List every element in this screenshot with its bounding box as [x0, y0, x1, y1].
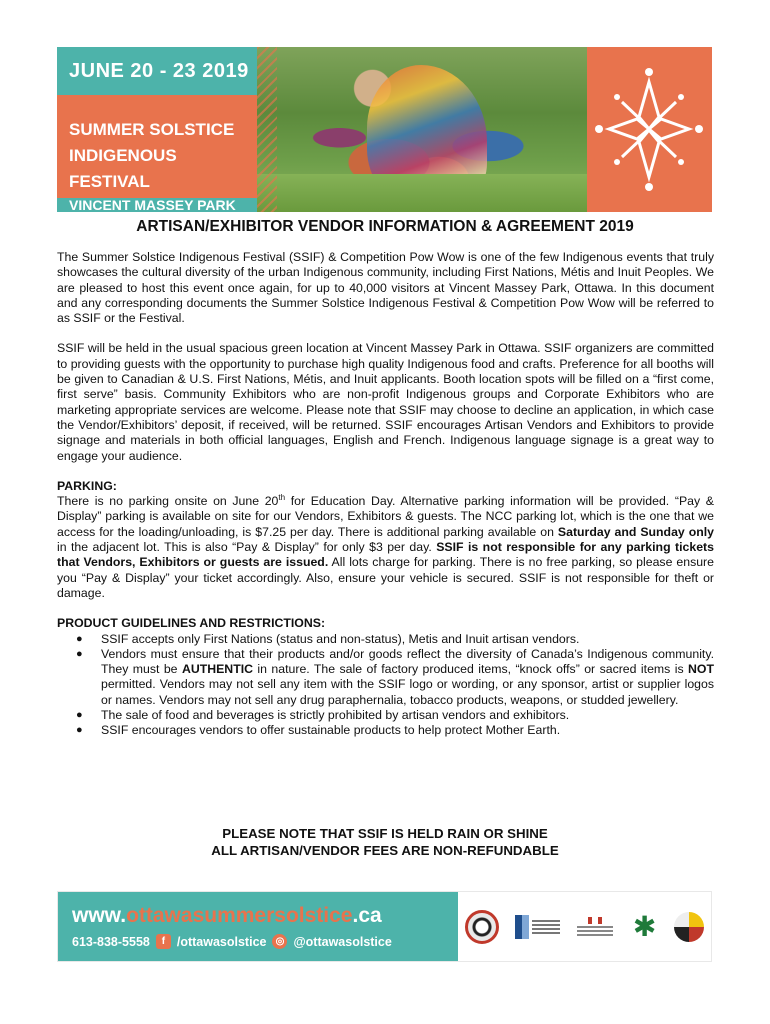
product-heading: PRODUCT GUIDELINES AND RESTRICTIONS: [57, 616, 326, 631]
list-item [57, 632, 714, 647]
banner-title [57, 95, 257, 198]
star-flower-icon [587, 47, 712, 212]
canada-logo-icon [575, 914, 615, 940]
contact-row [72, 934, 392, 949]
parking-bold-2: SSIF is not responsible for any parking tickets that Vendors, Exhibitors or guests are issued. [57, 540, 714, 570]
instagram-icon: ◎ [272, 934, 287, 949]
notice-line-1: PLEASE NOTE THAT SSIF IS HELD RAIN OR SHINE [222, 826, 548, 841]
location-paragraph: SSIF will be held in the usual spacious green location at Vincent Massey Park in Ottawa. SSIF organizers are committed to providing guests with the opportunity to purchase high quality Indigenous food and crafts. Preference for all booths will be given to Canadian & U.S. First Nations, Métis, and Inuit applicants. Booth location spots will be filled on a “first come, first serve” basis. Community Exhibitors who are non-profit Indigenous groups and Corporate Exhibitors who are marketing appropriate services are welcome. Please note that SSIF may choose to decline an application, in which case the Vendor/Exhibitors’ deposit, if received, will be returned. SSIF encourages Artisan Vendors and Exhibitors to provide signage and materials in both official languages, English and French. Indigenous language signage is a great way to engage your audience. [57, 341, 714, 463]
bullet-icon: ● [76, 647, 83, 660]
star-logo-icon: ✱ [632, 910, 657, 942]
parking-text-1: There is no parking onsite on June 20 [57, 494, 279, 509]
banner-title-line2: INDIGENOUS FESTIVAL [69, 146, 177, 191]
list-item [57, 723, 714, 738]
intro-paragraph: The Summer Solstice Indigenous Festival (SSIF) & Competition Pow Wow is one of the few Indigenous events that truly showcases the cultural diversity of the urban Indigenous community, including First Nations, Métis and Inuit Peoples. We are pleased to host this event once again, for up to 40,000 visitors at Vincent Massey Park, Ottawa. In this document and any corresponding documents the Summer Solstice Indigenous Festival & Competition Pow Wow will be referred to as SSIF or the Festival. [57, 250, 714, 326]
feather-logo-icon [674, 912, 704, 942]
product-item-2-text-3: permitted. Vendors may not sell any item with the SSIF logo or wording, or any sponsor, artist or supplier logos or names. Vendors may not sell any drug paraphernalia, tobacco products, weapons, or studded jewellery. [101, 677, 714, 707]
parking-superscript: th [278, 493, 286, 503]
parking-text-2: for Education Day. Alternative parking information will be provided. “Pay & Display” parking is available on site for our Vendors, Exhibitors & guests. The NCC parking lot, which is the one that we access for the loading/unloading, is $7.25 per day. There is additional parking available on [57, 494, 715, 539]
document-title: ARTISAN/EXHIBITOR VENDOR INFORMATION & AGREEMENT 2019 [136, 218, 634, 235]
url-suffix: .ca [352, 904, 382, 927]
product-section [57, 616, 714, 738]
product-item-2-bold-2: NOT [688, 662, 714, 677]
banner-park: VINCENT MASSEY PARK [69, 196, 236, 212]
document-body [57, 250, 714, 739]
instagram-handle[interactable]: @ottawasolstice [293, 934, 392, 949]
phone-number: 613-838-5558 [72, 934, 150, 949]
grass [257, 174, 587, 212]
parking-section [57, 479, 714, 601]
naf-mark [515, 915, 529, 939]
parking-paragraph [57, 494, 714, 601]
product-list [57, 632, 714, 739]
banner-date: JUNE 20 - 23 2019 [69, 59, 249, 82]
product-item-2-text-1: Vendors must ensure that their products and/or goods reflect the diversity of Canada’s Indigenous community. They must be [101, 646, 714, 677]
product-item-1: SSIF accepts only First Nations (status and non-status), Metis and Inuit artisan vendors. [101, 631, 580, 646]
festival-banner [57, 47, 712, 212]
bullet-icon: ● [76, 724, 83, 737]
list-item [57, 708, 714, 723]
parking-bold-1: Saturday and Sunday only [557, 524, 715, 539]
product-item-2-bold-1: AUTHENTIC [181, 662, 253, 677]
product-item-3: The sale of food and beverages is strictly prohibited by artisan vendors and exhibitors. [101, 708, 570, 723]
dancer-photo [257, 47, 587, 212]
sponsor-logos [458, 892, 711, 961]
facebook-icon: f [156, 934, 171, 949]
flower-panel [587, 47, 712, 212]
canada-flag-icon [588, 917, 602, 924]
website-link[interactable] [72, 904, 382, 928]
bullet-icon: ● [76, 632, 83, 645]
round-emblem-logo-icon [465, 910, 499, 944]
url-highlight: ottawasummersolstice [126, 904, 353, 927]
footer-contact-panel [58, 892, 458, 961]
product-item-2-text-2: in nature. The sale of factory produced items, “knock offs” or sacred items is [253, 662, 689, 677]
parking-heading: PARKING: [57, 478, 117, 493]
notice-line-2: ALL ARTISAN/VENDOR FEES ARE NON-REFUNDABLE [211, 843, 559, 858]
rain-or-shine-notice [0, 825, 770, 859]
decorative-lines [257, 47, 277, 212]
list-item [57, 647, 714, 708]
bullet-icon: ● [76, 709, 83, 722]
url-prefix: www. [72, 904, 127, 927]
naf-text-lines [532, 920, 560, 934]
footer-banner [57, 891, 712, 962]
parking-text-4: All lots charge for parking. There is no free parking, so please ensure you “Pay & Display” your ticket accordingly. Also, ensure your vehicle is secured. SSIF is not responsible for theft or damage. [57, 555, 714, 600]
parking-text-3: in the adjacent lot. This is also “Pay & Display” for only $3 per day. [57, 540, 437, 555]
product-item-4: SSIF encourages vendors to offer sustainable products to help protect Mother Earth. [101, 723, 561, 738]
facebook-handle[interactable]: /ottawasolstice [176, 934, 267, 949]
naf-logo-icon [513, 913, 561, 941]
banner-title-line1: SUMMER SOLSTICE [69, 120, 235, 139]
